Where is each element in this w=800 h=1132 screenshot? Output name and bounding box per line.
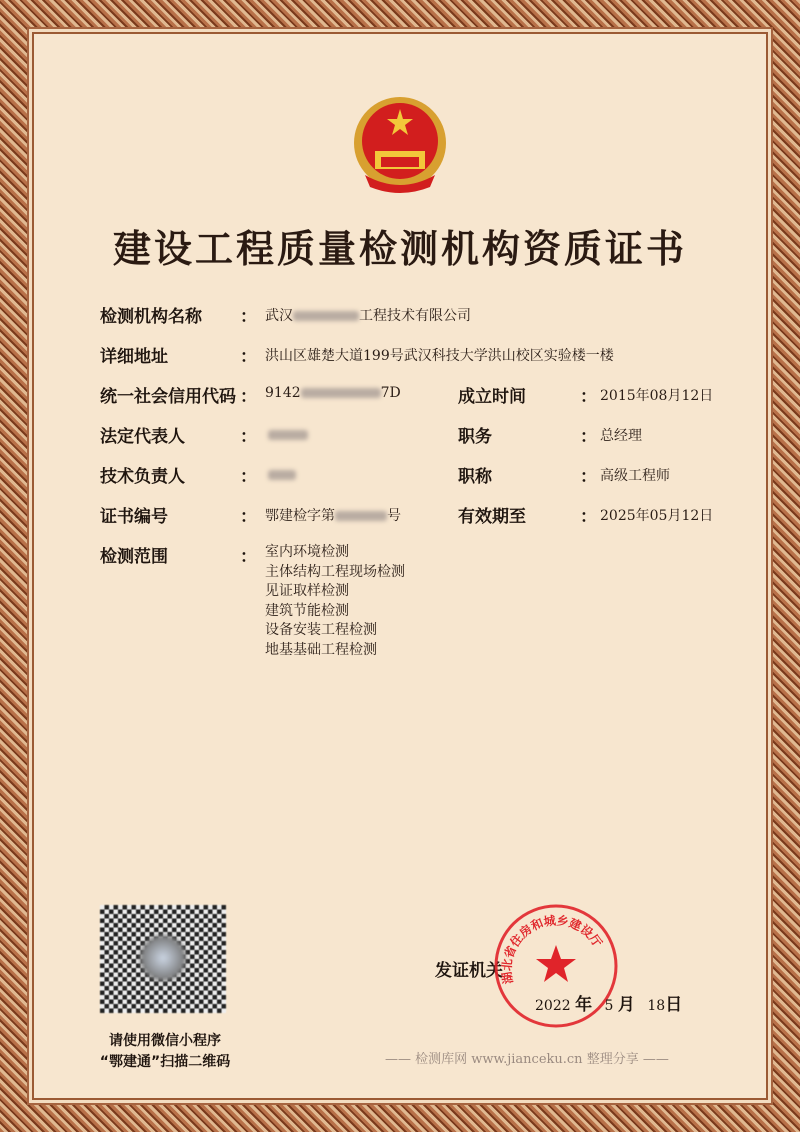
- colon: ：: [580, 467, 597, 487]
- address-value: 洪山区雄楚大道199号武汉科技大学洪山校区实验楼一楼: [265, 348, 614, 364]
- title-rank-value: 高级工程师: [600, 468, 670, 484]
- legal-rep-label: 法定代表人: [100, 427, 185, 447]
- colon: ：: [240, 547, 257, 567]
- qr-logo-icon: [140, 935, 186, 981]
- credit-code-label: 统一社会信用代码: [100, 387, 236, 407]
- cert-no-value: 鄂建检字第 号: [265, 508, 401, 524]
- colon: ：: [240, 307, 257, 327]
- colon: ：: [240, 507, 257, 527]
- scope-item: 主体结构工程现场检测: [265, 563, 405, 580]
- org-name-value: 武汉 工程技术有限公司: [265, 308, 471, 324]
- scope-item: 室内环境检测: [265, 544, 349, 560]
- issuer-label: 发证机关: [435, 961, 503, 981]
- issue-date: 2022 年 5 月 18日: [535, 995, 683, 1015]
- cert-no-label: 证书编号: [100, 507, 168, 527]
- scope-item: 设备安装工程检测: [265, 622, 377, 639]
- org-name-label: 检测机构名称: [100, 307, 202, 327]
- scope-list: [265, 543, 405, 661]
- colon: ：: [580, 387, 597, 407]
- position-value: 总经理: [600, 428, 642, 444]
- credit-code-value: 9142 7D: [265, 385, 401, 401]
- legal-rep-value-redacted: [268, 430, 308, 440]
- address-label: 详细地址: [100, 347, 168, 367]
- certificate-title: 建设工程质量检测机构资质证书: [112, 227, 687, 271]
- founded-label: 成立时间: [458, 387, 526, 407]
- svg-text:湖北省住房和城乡建设厅: 湖北省住房和城乡建设厅: [499, 913, 605, 986]
- scope-label: 检测范围: [100, 547, 168, 567]
- scope-item: 见证取样检测: [265, 583, 349, 600]
- colon: ：: [240, 387, 257, 407]
- colon: ：: [240, 347, 257, 367]
- scope-item: 建筑节能检测: [265, 602, 349, 619]
- qr-code[interactable]: [100, 905, 226, 1013]
- colon: ：: [240, 467, 257, 487]
- position-label: 职务: [458, 427, 492, 447]
- colon: ：: [580, 427, 597, 447]
- founded-value: 2015年08月12日: [600, 388, 714, 404]
- scope-item: 地基基础工程检测: [265, 641, 377, 658]
- colon: ：: [240, 427, 257, 447]
- valid-until-label: 有效期至: [458, 507, 526, 527]
- qr-caption-line1: 请使用微信小程序: [109, 1033, 221, 1049]
- valid-until-value: 2025年05月12日: [600, 508, 714, 524]
- title-rank-label: 职称: [458, 467, 492, 487]
- qr-caption-line2: “鄂建通”扫描二维码: [99, 1054, 231, 1070]
- tech-lead-value-redacted: [268, 470, 296, 480]
- source-watermark: —— 检测库网 www.jianceku.cn 整理分享 ——: [385, 1052, 669, 1067]
- colon: ：: [580, 507, 597, 527]
- national-emblem-icon: [345, 95, 455, 195]
- tech-lead-label: 技术负责人: [100, 467, 185, 487]
